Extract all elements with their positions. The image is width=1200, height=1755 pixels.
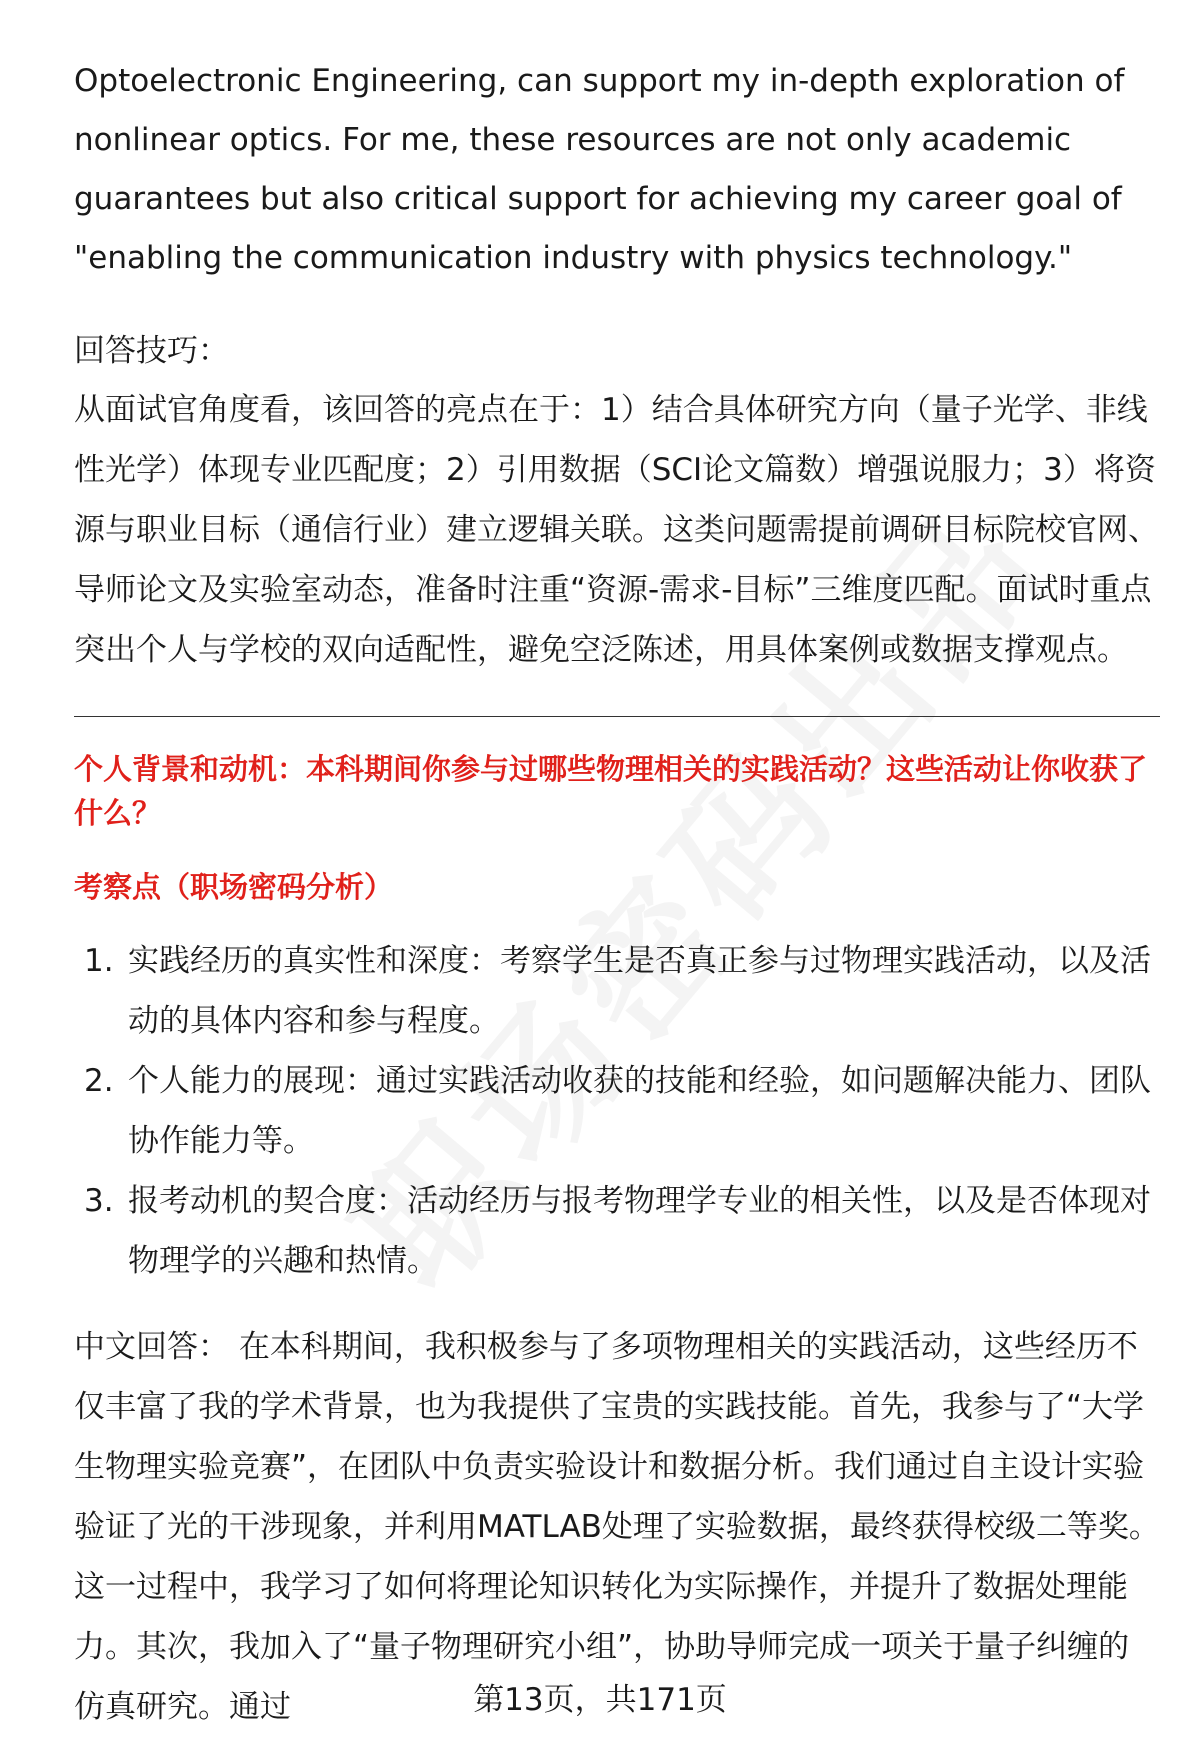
english-paragraph: Optoelectronic Engineering, can support my in-depth exploration of nonlinear optics. For me, these resources are not only academic guarantees but also critical support for achieving my career goal of "enabling the communication industry with physics technology." <box>74 63 1125 276</box>
page-content <box>74 52 1160 1737</box>
list-number: 2. <box>84 1063 114 1099</box>
list-item-text: 个人能力的展现：通过实践活动收获的技能和经验，如问题解决能力、团队协作能力等。 <box>128 1063 1151 1159</box>
list-number: 1. <box>84 943 114 979</box>
tips-body: 从面试官角度看，该回答的亮点在于：1）结合具体研究方向（量子光学、非线性光学）体现专业匹配度；2）引用数据（SCI论文篇数）增强说服力；3）将资源与职业目标（通信行业）建立逻辑关联。这类问题需提前调研目标院校官网、导师论文及实验室动态，准备时注重“资源-需求-目标”三维度匹配。面试时重点突出个人与学校的双向适配性，避免空泛陈述，用具体案例或数据支撑观点。 <box>74 392 1159 668</box>
assessment-points-list <box>74 931 1160 1291</box>
list-item <box>74 1171 1160 1291</box>
list-item-text: 报考动机的契合度：活动经历与报考物理学专业的相关性，以及是否体现对物理学的兴趣和热情。 <box>128 1183 1151 1279</box>
list-item <box>74 1051 1160 1171</box>
list-item-text: 实践经历的真实性和深度：考察学生是否真正参与过物理实践活动，以及活动的具体内容和参与程度。 <box>128 943 1151 1039</box>
list-item <box>74 931 1160 1051</box>
tips-title: 回答技巧： <box>74 333 229 369</box>
section-divider <box>74 716 1160 717</box>
page-number-footer: 第13页，共171页 <box>473 1682 727 1718</box>
assessment-points-heading: 考察点（职场密码分析） <box>74 870 394 904</box>
question-heading: 个人背景和动机：本科期间你参与过哪些物理相关的实践活动？这些活动让你收获了什么？ <box>74 752 1148 830</box>
list-number: 3. <box>84 1183 114 1219</box>
chinese-answer: 中文回答： 在本科期间，我积极参与了多项物理相关的实践活动，这些经历不仅丰富了我的学术背景，也为我提供了宝贵的实践技能。首先，我参与了“大学生物理实验竞赛”，在团队中负责实验设计和数据分析。我们通过自主设计实验验证了光的干涉现象，并利用MATLAB处理了实验数据，最终获得校级二等奖。这一过程中，我学习了如何将理论知识转化为实际操作，并提升了数据处理能力。其次，我加入了“量子物理研究小组”，协助导师完成一项关于量子纠缠的仿真研究。通过 <box>74 1329 1160 1725</box>
